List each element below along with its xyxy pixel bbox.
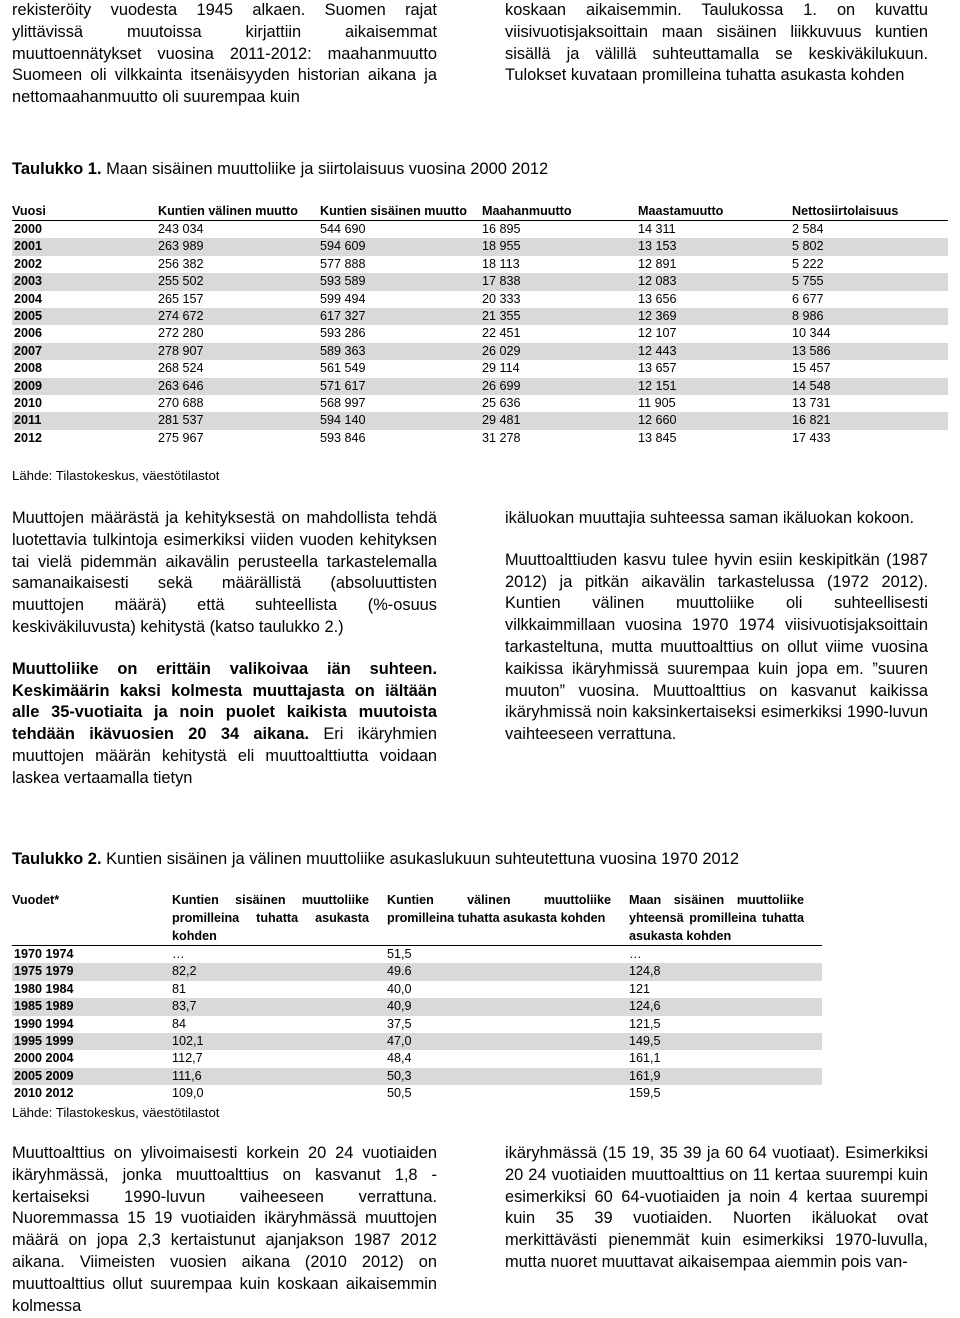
table-row — [12, 360, 948, 377]
bottom-left-column — [12, 1143, 437, 1317]
table1-cell: 12 660 — [638, 412, 792, 429]
table1-cell: 13 656 — [638, 291, 677, 306]
table1-cell: 8 986 — [792, 308, 948, 325]
table1-cell: 594 609 — [320, 238, 482, 255]
table1-cell: 14 311 — [638, 222, 676, 236]
table1-cell: 5 755 — [792, 273, 948, 290]
intro-left-paragraph: rekisteröity vuodesta 1945 alkaen. Suomen rajat ylittävissä muutoissa kirjattiin aikaisemmat muuttoennätykset vuosina 2011-2012: maahanmuutto Suomeen oli vilkkainta itsenäisyyden historian aikana ja nettomaahanmuutto oli suurempaa kuin — [12, 1, 437, 107]
table1-cell: 2000 — [14, 222, 43, 236]
table1-cell: 2002 — [14, 256, 43, 271]
table1-header-row — [12, 203, 948, 221]
table2-cell: 121,5 — [629, 1016, 661, 1031]
table1-cell: 270 688 — [158, 396, 204, 411]
table1-cell: 577 888 — [320, 256, 366, 271]
table2-cell: 124,6 — [629, 998, 822, 1015]
table2 — [12, 891, 822, 1103]
table-row — [12, 291, 948, 308]
table2-cell: 109,0 — [172, 1086, 204, 1101]
table1-source: Lähde: Tilastokeskus, väestötilastot — [12, 468, 220, 483]
bottom-right-paragraph: ikäryhmässä (15 19, 35 39 ja 60 64 vuotiaat). Esimerkiksi 20 24 vuotiaiden muuttoalttius on 11 kertaa suurempi kuin esimerkiksi 60 64-vuotiaiden ja noin 4 kertaa suurempi kuin 35 39 vuotiaiden. Nuorten ikäluokat ovat merkittävästi pienemmät kuin esimerkiksi 1970-luvulla, mutta nuoret muuttavat aikaisempaa aiemmin pois van- — [505, 1144, 928, 1271]
table1-cell: 13 586 — [792, 343, 948, 360]
table2-cell: 111,6 — [172, 1068, 387, 1085]
table2-cell: 47,0 — [387, 1033, 629, 1050]
table2-caption-label: Taulukko 2. — [12, 850, 102, 868]
table1-cell: 2005 — [12, 308, 158, 325]
table2-header-cell: Vuodet* — [12, 891, 172, 946]
table1-cell: 5 222 — [792, 256, 824, 271]
table2-caption — [12, 850, 739, 869]
table1-header-cell: Maahanmuutto — [482, 203, 638, 221]
table1-cell: 2006 — [14, 326, 43, 341]
table1-cell: 561 549 — [320, 361, 366, 376]
table-row — [12, 238, 948, 255]
table-row — [12, 1016, 822, 1033]
mid-left-paragraph-2 — [12, 659, 437, 790]
intro-left-column — [12, 0, 437, 109]
table1-cell: 593 846 — [320, 430, 366, 445]
table-row — [12, 325, 948, 342]
table2-cell: 84 — [172, 1016, 187, 1031]
table-row — [12, 308, 948, 325]
table1-cell: 272 280 — [158, 326, 204, 341]
table2-cell: 1975 1979 — [12, 963, 172, 980]
table2-cell: 51,5 — [387, 947, 412, 961]
table2-cell: 40,0 — [387, 981, 412, 996]
table1-cell: 2011 — [12, 412, 158, 429]
table1-cell: 599 494 — [320, 291, 366, 306]
table1-cell: 2008 — [14, 361, 43, 376]
table1-cell: 278 907 — [158, 343, 320, 360]
table1-cell: 594 140 — [320, 412, 482, 429]
table2-cell: 112,7 — [172, 1051, 203, 1066]
table1-cell: 13 657 — [638, 361, 677, 376]
table2-header-cell: Kuntien sisäinen muuttoliike promilleina tuhatta asukasta kohden — [172, 891, 387, 946]
table-row — [12, 395, 948, 412]
table1-caption-text: Maan sisäinen muuttoliike ja siirtolaisuus vuosina 2000 2012 — [101, 160, 549, 178]
table2-cell: 149,5 — [629, 1033, 822, 1050]
table-row — [12, 963, 822, 980]
table2-body — [12, 946, 822, 1103]
table1-cell: 25 636 — [482, 396, 521, 411]
table2-cell: 121 — [629, 981, 651, 996]
table1-cell: 26 699 — [482, 378, 638, 395]
table1-cell: 13 153 — [638, 238, 792, 255]
table1-cell: 2003 — [12, 273, 158, 290]
table-row — [12, 412, 948, 429]
table2-caption-text: Kuntien sisäinen ja välinen muuttoliike asukaslukuun suhteutettuna vuosina 1970 2012 — [101, 850, 740, 868]
table1-cell: 2007 — [12, 343, 158, 360]
mid-right-paragraph: ikäluokan muuttajia suhteessa saman ikäluokan kokoon. — [505, 509, 915, 527]
table1-cell: 13 731 — [792, 396, 831, 411]
table1-cell: 2010 — [14, 396, 43, 411]
table-row — [12, 1033, 822, 1050]
table2-header-row — [12, 891, 822, 946]
table1-header-cell: Vuosi — [12, 203, 158, 221]
mid-left-text: Eri ikäryhmien muuttojen määrän kehitystä eli muuttoalttiutta voidaan laskea vertaamalla tietyn — [12, 725, 437, 787]
table1 — [12, 203, 948, 447]
bottom-left-paragraph: Muuttoalttius on ylivoimaisesti korkein 20 24 vuotiaiden ikäryhmässä, jonka muuttoalttius on kasvanut 1,8 -kertaiseksi 1990-luvun vaiheeseen verrattuna. Nuoremmassa 15 19 vuotiaiden ikäryhmässä muuttojen määrä on jopa 2,3 kertaistunut ajanjakson 1987 2012 aikana. Viimeisten vuosien aikana (2010 2012) on muuttoalttius ollut suurempaa kuin koskaan aikaisemmin kolmessa — [12, 1144, 437, 1315]
table2-cell: 161,1 — [629, 1051, 661, 1066]
table1-cell: 2001 — [12, 238, 158, 255]
table1-cell: 12 107 — [638, 326, 677, 341]
mid-right-paragraph-2: Muuttoalttiuden kasvu tulee hyvin esiin keskipitkän (1987 2012) ja pitkän aikavälin tarkastelussa (1972 2012). Kuntien välinen muuttoliike oli suhteellisesti vilkkaimmillaan vuosina 1970 1974 viisivuotisjaksoittain tarkasteltuna, mutta muuttoalttius on ollut viime vuosina kaikissa ikäryhmissä suurempaa kuin jopa em. ”suuren muuton” vuosina. Muuttoalttius on kasvanut kaikissa ikäryhmissä noin kaksinkertaiseksi esimerkiksi 1990-luvun vaihteeseen verrattuna. — [505, 550, 928, 744]
table1-cell: 571 617 — [320, 378, 482, 395]
table2-cell: 50,5 — [387, 1086, 412, 1101]
mid-left-column — [12, 508, 437, 790]
table2-cell: … — [172, 947, 185, 961]
table1-cell: 6 677 — [792, 291, 824, 306]
table2-cell: 102,1 — [172, 1033, 387, 1050]
table1-cell: 10 344 — [792, 326, 831, 341]
table1-cell: 12 891 — [638, 256, 677, 271]
bottom-right-column — [505, 1143, 928, 1274]
intro-right-column — [505, 0, 928, 87]
table1-cell: 15 457 — [792, 361, 831, 376]
table1-cell: 265 157 — [158, 291, 204, 306]
table2-cell: … — [629, 947, 642, 961]
table1-cell: 16 895 — [482, 222, 521, 236]
table1-cell: 2004 — [14, 291, 43, 306]
table1-cell: 274 672 — [158, 308, 320, 325]
table2-cell: 124,8 — [629, 963, 822, 980]
table2-cell: 159,5 — [629, 1086, 661, 1101]
table-row — [12, 998, 822, 1015]
table-row — [12, 256, 948, 273]
table1-cell: 29 481 — [482, 412, 638, 429]
table1-cell: 11 905 — [638, 396, 676, 411]
table-row — [12, 1085, 822, 1102]
table1-cell: 255 502 — [158, 273, 320, 290]
table-row — [12, 221, 948, 239]
table1-cell: 281 537 — [158, 412, 320, 429]
table2-cell: 1970 1974 — [14, 947, 74, 961]
table1-cell: 18 955 — [482, 238, 638, 255]
table1-header-cell: Kuntien välinen muutto — [158, 203, 320, 221]
table1-cell: 12 083 — [638, 273, 792, 290]
table2-cell: 1980 1984 — [14, 981, 74, 996]
table2-cell: 83,7 — [172, 998, 387, 1015]
table2-source: Lähde: Tilastokeskus, väestötilastot — [12, 1105, 220, 1120]
table1-cell: 21 355 — [482, 308, 638, 325]
table1-cell: 13 845 — [638, 430, 677, 445]
table1-cell: 617 327 — [320, 308, 482, 325]
table1-cell: 544 690 — [320, 222, 366, 236]
intro-right-paragraph: koskaan aikaisemmin. Taulukossa 1. on kuvattu viisivuotisjaksoittain maan sisäinen liikkuvuus kuntien sisällä ja välillä suhteuttamalla se keskiväkilukuun. Tulokset kuvataan promilleina tuhatta asukasta kohden — [505, 1, 928, 85]
table-row — [12, 430, 948, 447]
table2-cell: 161,9 — [629, 1068, 822, 1085]
table1-cell: 31 278 — [482, 430, 521, 445]
table2-cell: 82,2 — [172, 963, 387, 980]
table1-cell: 589 363 — [320, 343, 482, 360]
table1-cell: 275 967 — [158, 430, 204, 445]
table1-cell: 263 989 — [158, 238, 320, 255]
table1-cell: 263 646 — [158, 378, 320, 395]
table1-cell: 12 443 — [638, 343, 792, 360]
table1-cell: 22 451 — [482, 326, 521, 341]
table1-cell: 20 333 — [482, 291, 521, 306]
table1-caption — [12, 160, 548, 179]
table-row — [12, 981, 822, 998]
mid-right-column — [505, 508, 928, 746]
table1-cell: 14 548 — [792, 378, 948, 395]
table1-cell: 2009 — [12, 378, 158, 395]
table1-cell: 26 029 — [482, 343, 638, 360]
table2-cell: 49.6 — [387, 963, 629, 980]
table-row — [12, 343, 948, 360]
table1-cell: 17 838 — [482, 273, 638, 290]
table1-cell: 268 524 — [158, 361, 204, 376]
table2-cell: 48,4 — [387, 1051, 412, 1066]
table1-cell: 5 802 — [792, 238, 948, 255]
mid-left-bold-text: Muuttoliike on erittäin valikoivaa iän suhteen. Keskimäärin kaksi kolmesta muuttajasta on iältään alle 35-vuotiaita ja noin puolet kaikista muutoista tehdään ikävuosien 20 34 aikana. — [12, 659, 437, 744]
table1-cell: 12 369 — [638, 308, 792, 325]
table1-cell: 29 114 — [482, 361, 520, 376]
table1-cell: 12 151 — [638, 378, 792, 395]
table1-header-cell: Maastamuutto — [638, 203, 792, 221]
table1-cell: 243 034 — [158, 222, 204, 236]
table-row — [12, 378, 948, 395]
table1-cell: 593 589 — [320, 273, 482, 290]
table1-cell: 593 286 — [320, 326, 366, 341]
table-row — [12, 273, 948, 290]
table-row — [12, 1050, 822, 1067]
table1-header-cell: Nettosiirtolaisuus — [792, 203, 948, 221]
table2-cell: 81 — [172, 981, 187, 996]
table2-cell: 50,3 — [387, 1068, 629, 1085]
table2-cell: 1985 1989 — [12, 998, 172, 1015]
mid-left-paragraph: Muuttojen määrästä ja kehityksestä on mahdollista tehdä luotettavia tulkintoja esimerkiksi viiden vuoden kehityksen tai vielä pidemmän aikavälin perusteella tarkastelemalla samanaikaisesti sekä määrällistä (absoluuttisten muuttojen määrä) että suhteellista (%-osuus keskiväkiluvusta) kehitystä (katso taulukko 2.) — [12, 509, 437, 636]
table1-caption-label: Taulukko 1. — [12, 160, 102, 178]
table1-cell: 17 433 — [792, 430, 831, 445]
table-row — [12, 946, 822, 964]
table2-cell: 37,5 — [387, 1016, 412, 1031]
table2-header-cell: Kuntien välinen muuttoliike promilleina tuhatta asukasta kohden — [387, 891, 629, 946]
table1-cell: 256 382 — [158, 256, 204, 271]
table-row — [12, 1068, 822, 1085]
table2-cell: 2010 2012 — [14, 1086, 74, 1101]
table1-body — [12, 221, 948, 448]
table1-cell: 568 997 — [320, 396, 366, 411]
table1-header-cell: Kuntien sisäinen muutto — [320, 203, 482, 221]
table2-cell: 40,9 — [387, 998, 629, 1015]
table1-cell: 2012 — [14, 430, 43, 445]
table1-cell: 16 821 — [792, 412, 948, 429]
table1-cell: 2 584 — [792, 222, 824, 236]
table2-cell: 1990 1994 — [14, 1016, 74, 1031]
table2-cell: 2000 2004 — [14, 1051, 74, 1066]
table1-cell: 18 113 — [482, 256, 520, 271]
table2-cell: 2005 2009 — [12, 1068, 172, 1085]
table2-header-cell: Maan sisäinen muuttoliike yhteensä promilleina tuhatta asukasta kohden — [629, 891, 822, 946]
table2-cell: 1995 1999 — [12, 1033, 172, 1050]
